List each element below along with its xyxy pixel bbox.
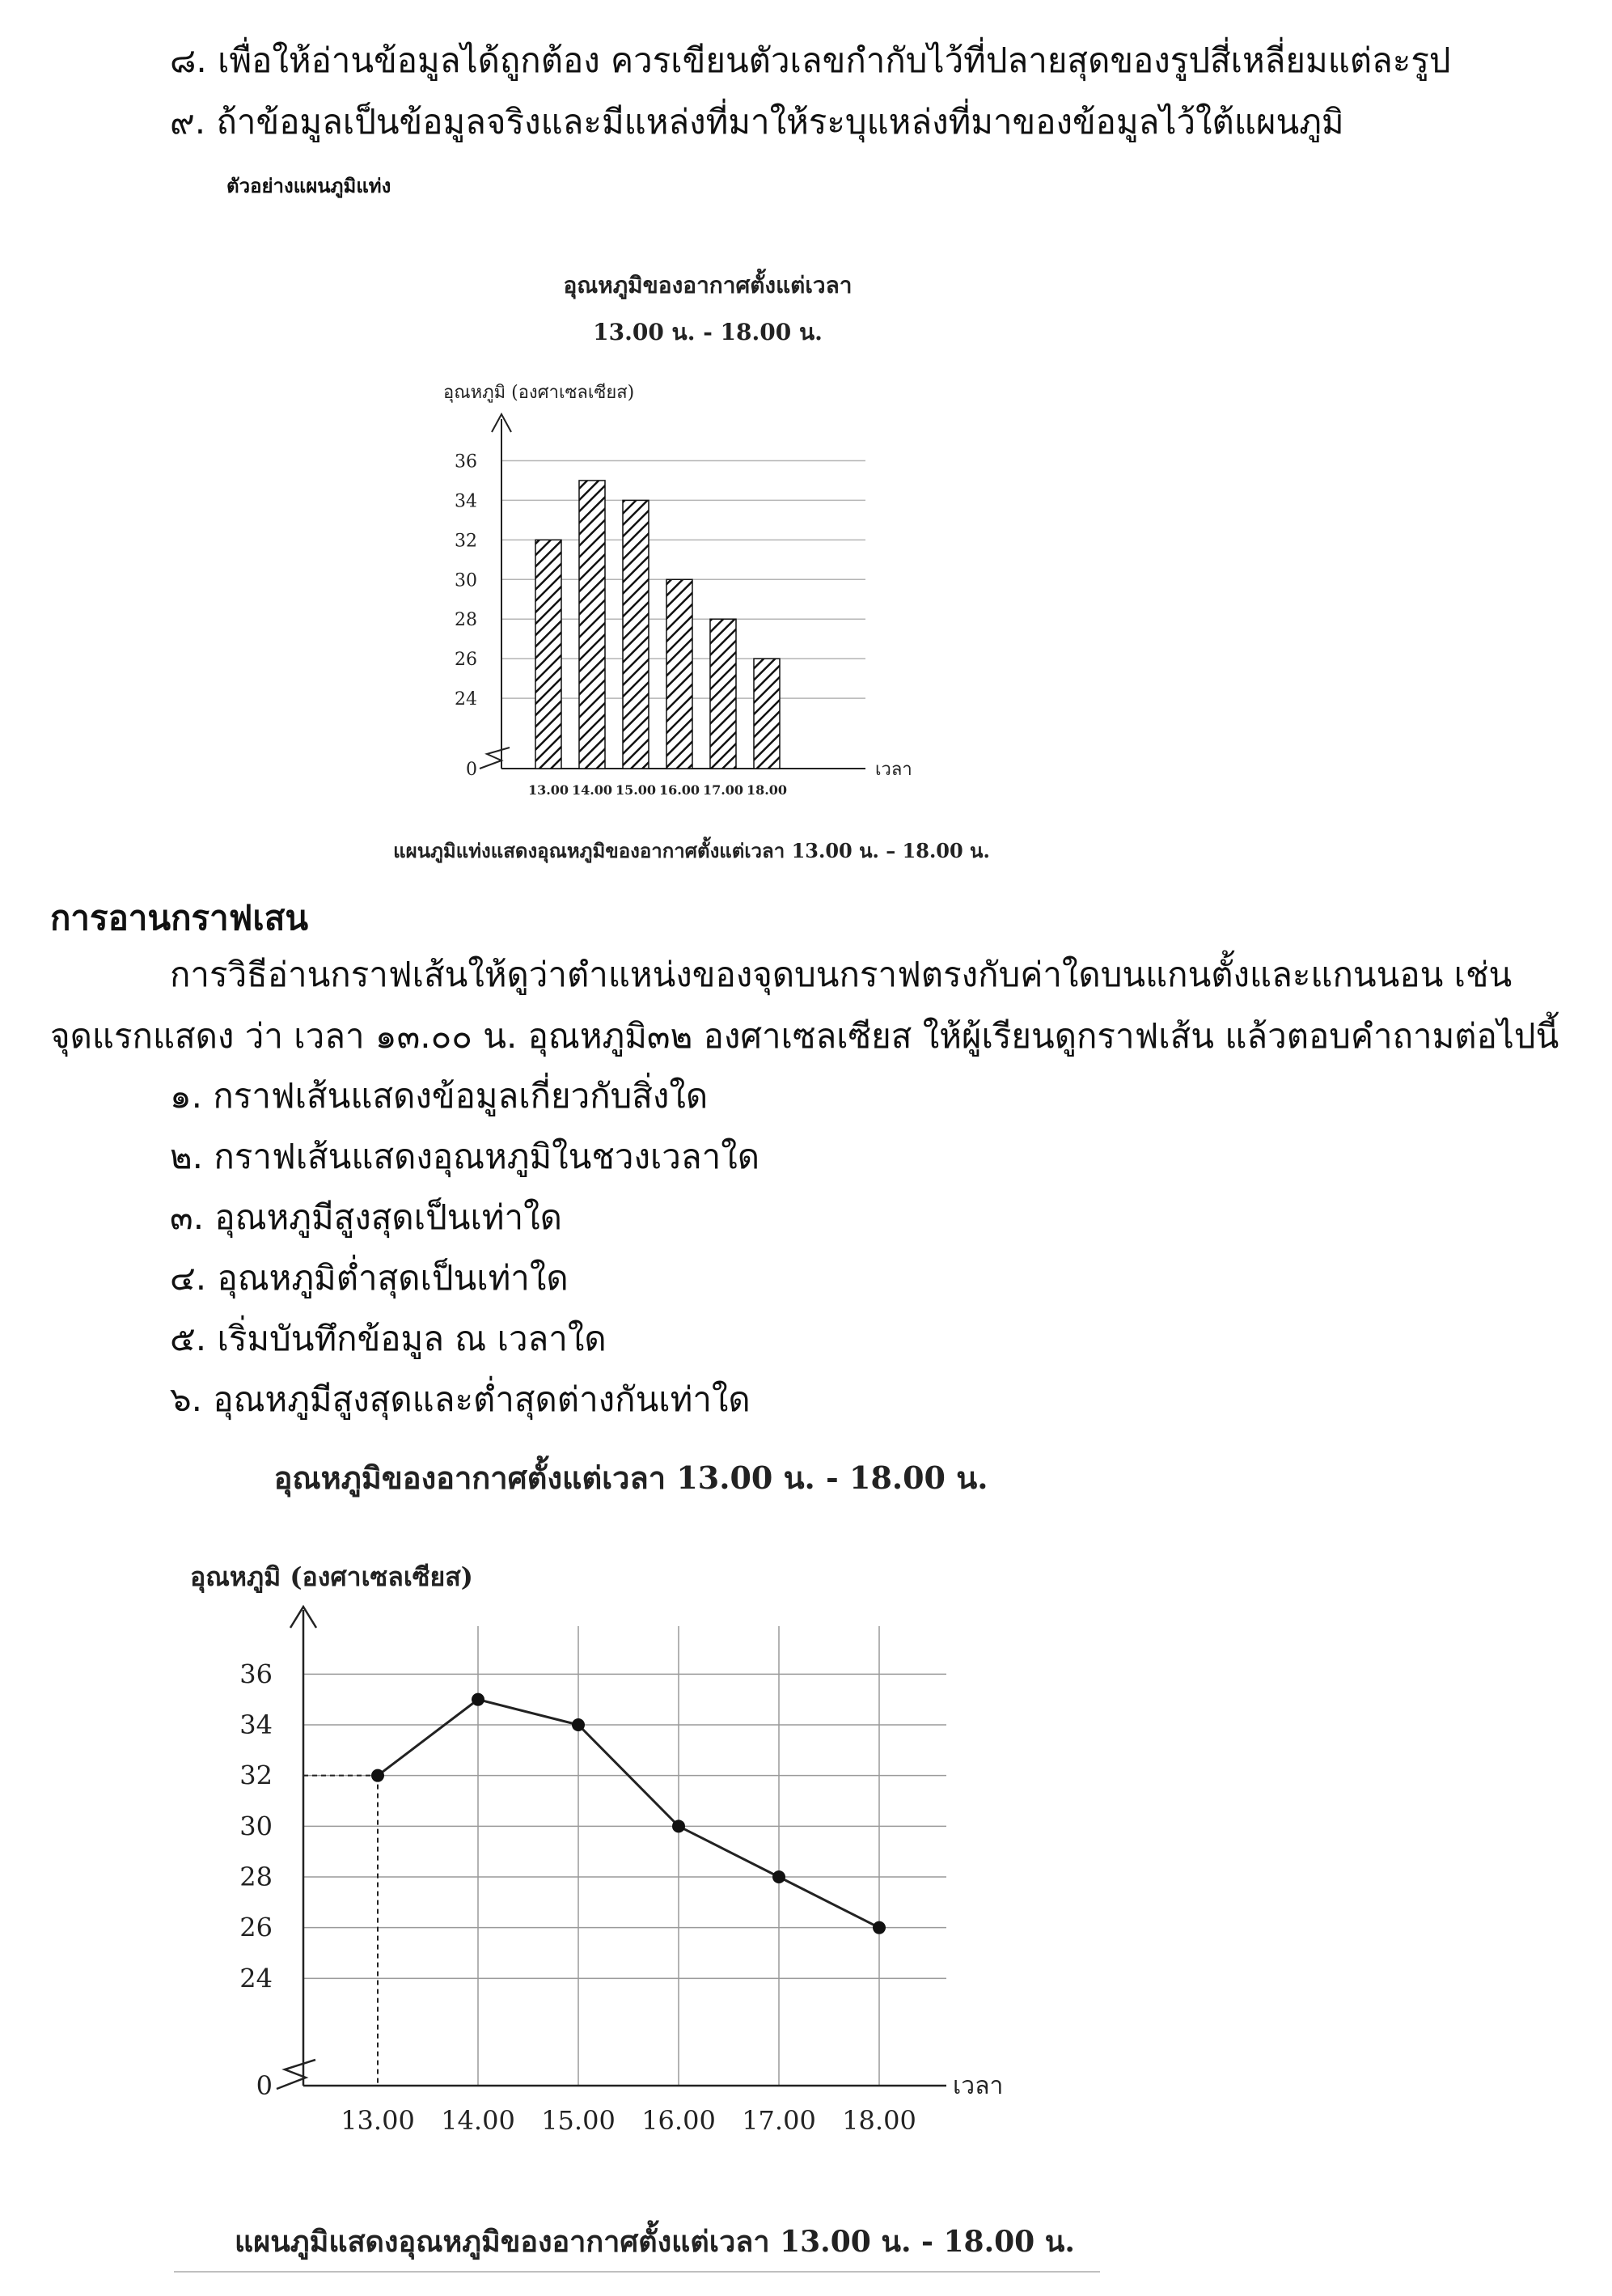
bar-y-tick: 34 <box>455 491 477 512</box>
bar-chart-caption: แผนภูมิแท่งแสดงอุณหภูมิของอากาศตั้งแต่เวลา 13.00 น. – 18.00 น. <box>393 839 990 862</box>
bar-chart-ylabel: อุณหภูมิ (องศาเซลเซียส) <box>443 383 635 403</box>
paragraph-line-2: จุดแรกแสดง ว่า เวลา ๑๓.๐๐ น. อุณหภูมิ๓๒ องศาเซลเซียส ให้ผู้เรียนดูกราฟเส้น แล้วตอบคำถามต่อไปนี้ <box>50 1016 1559 1056</box>
bar-y-tick: 32 <box>455 531 477 552</box>
bar-y-tick: 30 <box>455 570 477 591</box>
line-x-tick: 13.00 <box>341 2105 415 2136</box>
bar <box>623 500 649 769</box>
data-point <box>672 1819 685 1832</box>
bar <box>666 579 692 769</box>
line-y-tick: 30 <box>239 1811 273 1842</box>
bar-chart-xlabel: เวลา <box>875 760 912 780</box>
bar-x-tick: 15.00 <box>615 782 657 798</box>
paragraph-line-1: การวิธีอ่านกราฟเส้นให้ดูว่าตำแหน่งของจุดบนกราฟตรงกับค่าใดบนแกนตั้งและแกนนอน เช่น <box>170 955 1513 994</box>
section-heading: การอานกราฟเสน <box>50 898 309 938</box>
bar <box>579 481 605 769</box>
series-line <box>378 1700 879 1928</box>
line-chart-title: อุณหภูมิของอากาศตั้งแต่เวลา 13.00 น. - 18.00 น. <box>273 1459 988 1496</box>
bar-y-tick: 0 <box>466 760 477 780</box>
bar-y-tick: 24 <box>455 689 477 710</box>
bar-x-tick: 14.00 <box>571 782 613 798</box>
line-chart-ylabel: อุณหภูมิ (องศาเซลเซียส) <box>190 1561 473 1592</box>
question-3: ๓. อุณหภูมีสูงสุดเป็นเท่าใด <box>170 1197 562 1237</box>
bar-x-tick: 13.00 <box>527 782 569 798</box>
bar-chart-subtitle: 13.00 น. - 18.00 น. <box>593 319 823 345</box>
question-2: ๒. กราฟเส้นแสดงอุณหภูมิในชวงเวลาใด <box>170 1137 759 1176</box>
question-4: ๔. อุณหภูมิต่ำสุดเป็นเท่าใด <box>170 1258 569 1298</box>
bar-x-tick: 18.00 <box>746 782 788 798</box>
line-y-tick: 0 <box>256 2070 273 2101</box>
line-x-tick: 15.00 <box>541 2105 616 2136</box>
data-point <box>472 1693 484 1706</box>
line-y-tick: 32 <box>239 1760 273 1791</box>
line-x-tick: 14.00 <box>441 2105 515 2136</box>
question-1: ๑. กราฟเส้นแสดงข้อมูลเกี่ยวกับสิ่งใด <box>170 1076 709 1116</box>
line-chart-caption: แผนภูมิแสดงอุณหภูมิของอากาศตั้งแต่เวลา 13.00 น. - 18.00 น. <box>235 2225 1075 2259</box>
bar <box>754 659 780 769</box>
bar-x-tick: 17.00 <box>702 782 744 798</box>
line-y-tick: 24 <box>239 1963 273 1994</box>
line-y-tick: 34 <box>239 1709 273 1740</box>
bar <box>535 540 561 769</box>
bar-example-label: ตัวอย่างแผนภูมิแท่ง <box>226 174 391 197</box>
data-point <box>572 1718 585 1731</box>
bar-chart <box>0 243 1612 938</box>
line-x-tick: 16.00 <box>641 2105 716 2136</box>
bar-y-tick: 28 <box>455 610 477 631</box>
question-5: ๕. เริ่มบันทึกข้อมูล ณ เวลาใด <box>170 1319 607 1358</box>
question-6: ๖. อุณหภูมีสูงสุดและต่ำสุดต่างกันเท่าใด <box>170 1379 751 1419</box>
line-chart <box>0 1448 1612 2281</box>
line-x-tick: 17.00 <box>742 2105 816 2136</box>
bar <box>710 619 736 769</box>
bar-chart-title: อุณหภูมิของอากาศตั้งแต่เวลา <box>563 272 853 299</box>
line-y-tick: 26 <box>239 1912 273 1943</box>
line-axis-break <box>277 2060 315 2089</box>
line-chart-xlabel: เวลา <box>953 2072 1004 2100</box>
bar-y-tick: 36 <box>455 451 477 472</box>
line-x-tick: 18.00 <box>842 2105 916 2136</box>
bar-axis-break <box>480 748 510 769</box>
bar-x-tick: 16.00 <box>658 782 700 798</box>
data-point <box>873 1921 886 1934</box>
rule-item-9: ๙. ถ้าข้อมูลเป็นข้อมูลจริงและมีแหล่งที่มาให้ระบุแหล่งที่มาของข้อมูลไว้ใต้แผนภูมิ <box>170 102 1344 142</box>
bar-y-tick: 26 <box>455 650 477 671</box>
data-point <box>772 1870 785 1883</box>
rule-item-8: ๘. เพื่อให้อ่านข้อมูลได้ถูกต้อง ควรเขียนตัวเลขกำกับไว้ที่ปลายสุดของรูปสี่เหลี่ยมแต่ละรูป <box>170 40 1451 80</box>
line-y-tick: 36 <box>239 1658 273 1690</box>
data-point <box>371 1769 384 1782</box>
line-y-tick: 28 <box>239 1862 273 1892</box>
